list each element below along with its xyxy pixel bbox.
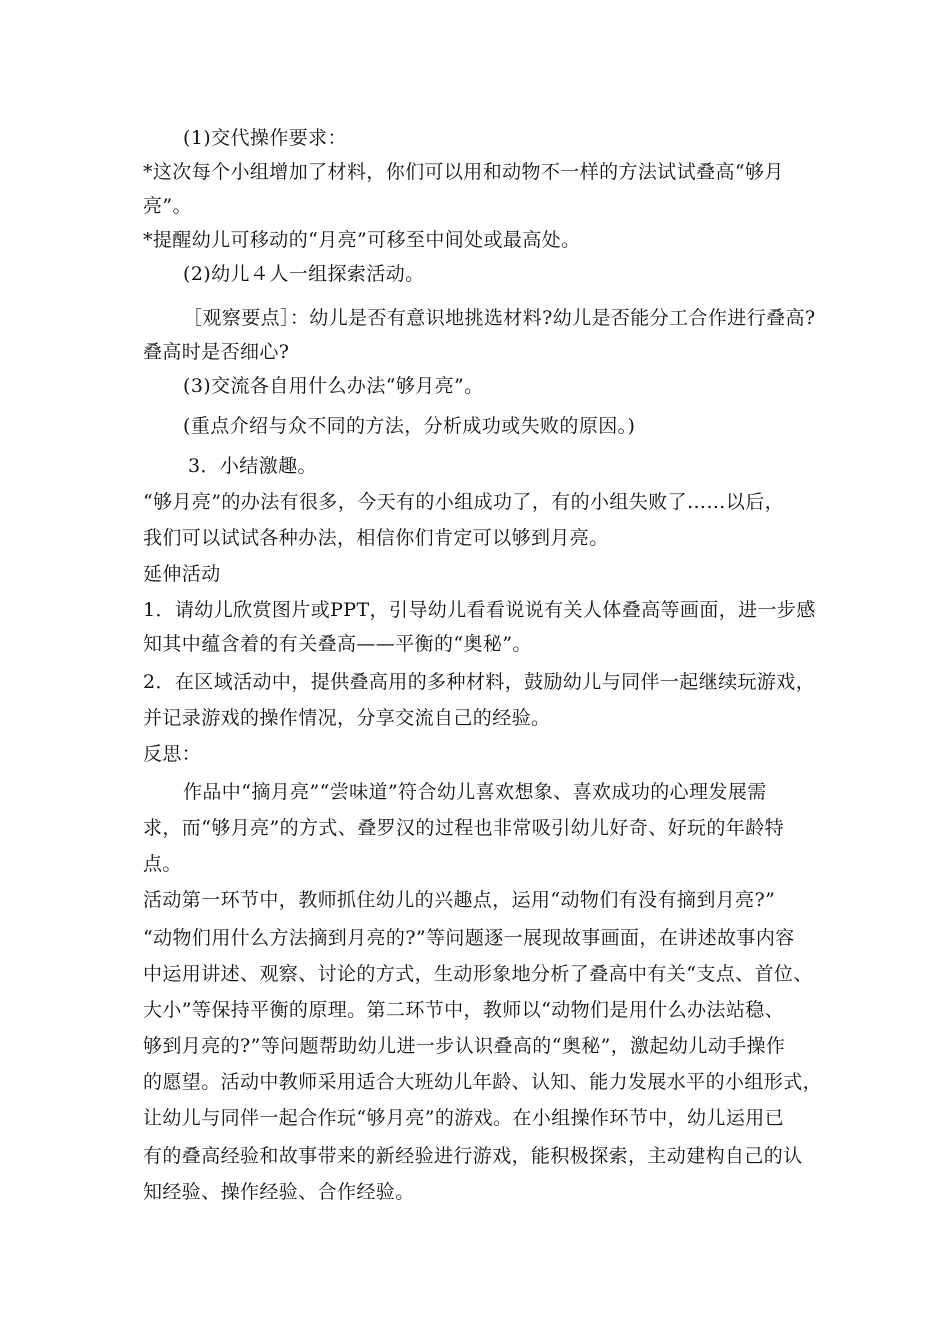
paragraph-line: 2．在区域活动中，提供叠高用的多种材料，鼓励幼儿与同伴一起继续玩游戏， [143, 671, 816, 693]
observation-points: ［观察要点］：幼儿是否有意识地挑选材料?幼儿是否能分工合作进行叠高? [183, 307, 816, 329]
paragraph-line: 的愿望。活动中教师采用适合大班幼儿年龄、认知、能力发展水平的小组形式， [143, 1071, 823, 1093]
paragraph-line: 活动第一环节中，教师抓住幼儿的兴趣点，运用“动物们有没有摘到月亮?” [143, 889, 776, 911]
section-heading-reflection: 反思： [143, 743, 202, 765]
paragraph-line: 知经验、操作经验、合作经验。 [143, 1181, 415, 1203]
paragraph-line: 1．请幼儿欣赏图片或PPT，引导幼儿看看说说有关人体叠高等画面，进一步感 [143, 599, 816, 621]
paragraph-line: 亮”。 [143, 195, 192, 217]
paragraph-line: “动物们用什么方法摘到月亮的?”等问题逐一展现故事画面，在讲述故事内容 [143, 927, 795, 949]
paragraph-line: 点。 [143, 853, 182, 875]
section-heading-extension: 延伸活动 [143, 563, 221, 585]
paragraph-line: 中运用讲述、观察、讨论的方式，生动形象地分析了叠高中有关“支点、首位、 [143, 963, 813, 985]
paragraph-line: *这次每个小组增加了材料，你们可以用和动物不一样的方法试试叠高“够月 [143, 161, 784, 183]
paragraph-line: 我们可以试试各种办法，相信你们肯定可以够到月亮。 [143, 527, 609, 549]
paragraph-line: (重点介绍与众不同的方法，分析成功或失败的原因。) [183, 415, 636, 437]
paragraph-line: 让幼儿与同伴一起合作玩“够月亮”的游戏。在小组操作环节中，幼儿运用已 [143, 1107, 785, 1129]
paragraph-line: 叠高时是否细心? [143, 341, 290, 363]
paragraph-line: 够到月亮的?”等问题帮助幼儿进一步认识叠高的“奥秘”，激起幼儿动手操作 [143, 1035, 786, 1057]
paragraph-line: 知其中蕴含着的有关叠高——平衡的“奥秘”。 [143, 633, 532, 655]
step-2-heading: (2)幼儿４人一组探索活动。 [183, 263, 425, 285]
paragraph-line: 求，而“够月亮”的方式、叠罗汉的过程也非常吸引幼儿好奇、好玩的年龄特 [143, 817, 785, 839]
paragraph-line: 大小”等保持平衡的原理。第二环节中，教师以“动物们是用什么办法站稳、 [143, 999, 785, 1021]
step-1-heading: (1)交代操作要求： [183, 127, 347, 149]
paragraph-line: “够月亮”的办法有很多，今天有的小组成功了，有的小组失败了……以后， [143, 491, 785, 513]
paragraph-line: 有的叠高经验和故事带来的新经验进行游戏，能积极探索，主动建构自己的认 [143, 1145, 803, 1167]
section-summary-heading: 3．小结激趣。 [188, 455, 317, 477]
paragraph-line: *提醒幼儿可移动的“月亮”可移至中间处或最高处。 [143, 229, 581, 251]
step-3-heading: (3)交流各自用什么办法“够月亮”。 [183, 375, 484, 397]
paragraph-line: 作品中“摘月亮”“尝味道”符合幼儿喜欢想象、喜欢成功的心理发展需 [183, 781, 767, 803]
paragraph-line: 并记录游戏的操作情况，分享交流自己的经验。 [143, 707, 551, 729]
